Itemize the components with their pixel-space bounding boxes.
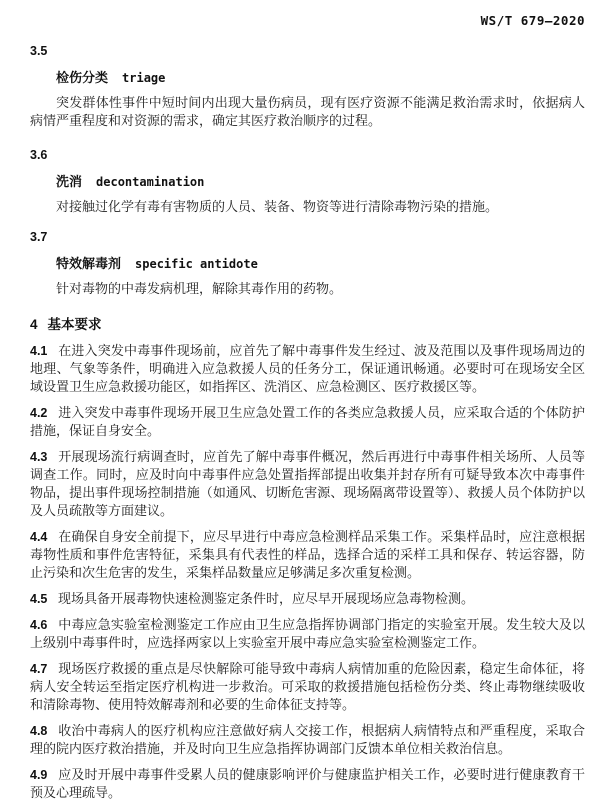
clause-paragraph xyxy=(30,404,585,440)
clause-text: 在确保自身安全前提下，应尽早进行中毒应急检测样品采集工作。采集样品时，应注意根据毒物性质和事件危害特征，采集具有代表性的样品，选择合适的采样工具和保存、转运容器，防止污染和次生危害的发生，采集样品数量应足够满足多次重复检测。 xyxy=(30,529,585,580)
clause-number: 4.3 xyxy=(30,450,48,464)
clause-text: 进入突发中毒事件现场开展卫生应急处置工作的各类应急救援人员，应采取合适的个体防护措施，保证自身安全。 xyxy=(30,405,585,438)
clause-text: 在进入突发中毒事件现场前，应首先了解中毒事件发生经过、波及范围以及事件现场周边的地理、气象等条件，明确进入应急救援人员的任务分工，保证通讯畅通。必要时可在现场安全区域设置卫生应急救援功能区，如指挥区、洗消区、应急检测区、医疗救援区等。 xyxy=(30,343,585,394)
clause-number: 4.9 xyxy=(30,768,48,782)
term-title-zh: 检伤分类 xyxy=(56,70,109,85)
clause-text: 现场医疗救援的重点是尽快解除可能导致中毒病人病情加重的危险因素，稳定生命体征，将病人安全转运至指定医疗机构进一步救治。可采取的救援措施包括检伤分类、终止毒物继续吸收和清除毒物、使用特效解毒剂和必要的生命体征支持等。 xyxy=(30,661,585,712)
term-title xyxy=(30,173,585,191)
term-title-zh: 特效解毒剂 xyxy=(56,256,122,271)
clause-text: 现场具备开展毒物快速检测鉴定条件时，应尽早开展现场应急毒物检测。 xyxy=(58,591,475,606)
clause-paragraph xyxy=(30,660,585,714)
term-definition: 对接触过化学有毒有害物质的人员、装备、物资等进行清除毒物污染的措施。 xyxy=(56,199,499,214)
clause-text: 应及时开展中毒事件受累人员的健康影响评价与健康监护相关工作，必要时进行健康教育干预及心理疏导。 xyxy=(30,767,585,800)
clause-paragraph xyxy=(30,448,585,520)
term-clause-number: 3.5 xyxy=(30,44,48,58)
term-title-en: triage xyxy=(122,71,166,85)
term-title xyxy=(30,255,585,273)
clause-text: 中毒应急实验室检测鉴定工作应由卫生应急指挥协调部门指定的实验室开展。发生较大及以上级别中毒事件时，应选择两家以上实验室开展中毒应急实验室检测鉴定工作。 xyxy=(30,617,585,650)
clause-number: 4.6 xyxy=(30,618,48,632)
term-title xyxy=(30,69,585,87)
clause-paragraph xyxy=(30,722,585,758)
clause-text: 收治中毒病人的医疗机构应注意做好病人交接工作，根据病人病情特点和严重程度，采取合理的院内医疗救治措施，并及时向卫生应急指挥协调部门反馈本单位相关救治信息。 xyxy=(30,723,585,756)
term-definition: 突发群体性事件中短时间内出现大量伤病员，现有医疗资源不能满足救治需求时，依据病人病情严重程度和对资源的需求，确定其医疗救治顺序的过程。 xyxy=(30,95,585,128)
clause-number: 4.2 xyxy=(30,406,48,420)
section-number: 4 xyxy=(30,317,38,332)
section-title: 基本要求 xyxy=(47,317,102,332)
clause-number: 4.4 xyxy=(30,530,48,544)
term-clause-number: 3.7 xyxy=(30,230,48,244)
clause-text: 开展现场流行病调查时，应首先了解中毒事件概况，然后再进行中毒事件相关场所、人员等调查工作。同时，应及时向中毒事件应急处置指挥部提出收集并封存所有可疑导致本次中毒事件物品，提出事件现场控制措施（如通风、切断危害源、现场隔离带设置等）、救援人员个体防护以及人员疏散等方面建议。 xyxy=(30,449,585,518)
clause-paragraph xyxy=(30,528,585,582)
clause-number: 4.5 xyxy=(30,592,48,606)
term-clause-number: 3.6 xyxy=(30,148,48,162)
clause-paragraph xyxy=(30,342,585,396)
term-title-en: decontamination xyxy=(96,175,205,189)
term-title-zh: 洗消 xyxy=(56,174,83,189)
clause-paragraph xyxy=(30,616,585,652)
clause-paragraph xyxy=(30,590,585,608)
doc-number-header: WS/T 679—2020 xyxy=(480,13,585,28)
section-heading xyxy=(30,316,585,334)
clause-number: 4.8 xyxy=(30,724,48,738)
clause-paragraph xyxy=(30,766,585,802)
term-title-en: specific antidote xyxy=(135,257,258,271)
clause-number: 4.7 xyxy=(30,662,48,676)
clause-number: 4.1 xyxy=(30,344,48,358)
term-definition: 针对毒物的中毒发病机理，解除其毒作用的药物。 xyxy=(56,281,343,296)
